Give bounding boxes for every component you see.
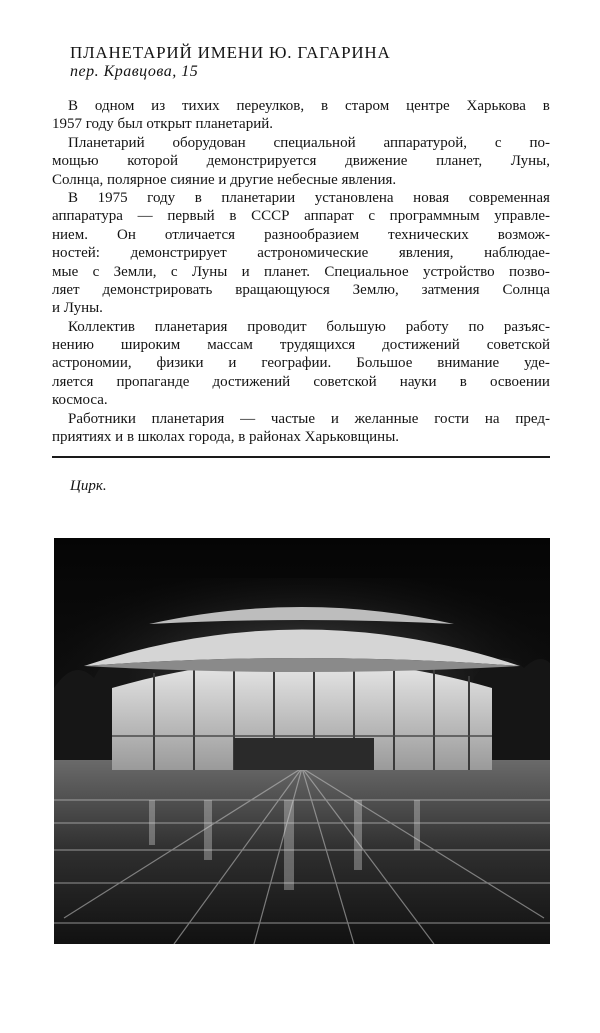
word: желанные (354, 410, 419, 427)
word: демонстрирует (130, 245, 227, 262)
word: на (484, 410, 500, 427)
word: демонстрировать (102, 281, 213, 298)
word: Специальное (324, 263, 409, 280)
text-line (52, 428, 550, 446)
word: тихих (181, 98, 220, 114)
word: разнообразием (264, 226, 360, 243)
word: гости (434, 410, 470, 427)
word: Солнца, полярное сияние и другие небесные явления. (52, 171, 397, 188)
word: космоса. (52, 392, 108, 409)
word: — (137, 208, 153, 225)
word: трудящихся (279, 337, 356, 354)
word: советской (486, 337, 550, 354)
text-line (52, 318, 550, 336)
word: с (92, 263, 100, 280)
word: возмож- (497, 226, 550, 243)
word: нению (52, 337, 94, 354)
word: достижений (212, 373, 291, 390)
word: специальной (273, 134, 356, 151)
word: явления, (398, 245, 454, 262)
page-title: ПЛАНЕТАРИЙ ИМЕНИ Ю. ГАГАРИНА (70, 43, 391, 62)
word: мые (52, 263, 79, 280)
text-line (52, 299, 550, 317)
word: аппаратура (52, 208, 123, 225)
word: разъяс- (503, 318, 550, 335)
word: демонстрируется (206, 153, 317, 170)
word: уде- (524, 355, 550, 372)
word: одном (94, 98, 135, 114)
word: Коллектив (68, 318, 135, 335)
text-line (52, 226, 550, 244)
word: СССР (251, 208, 290, 225)
word: астрономии, (52, 355, 132, 372)
word: Землю, (352, 281, 399, 298)
word: ляет (52, 281, 80, 298)
text-line (52, 115, 550, 133)
word: планет, (436, 153, 483, 170)
word: массам (207, 337, 253, 354)
word: частые (270, 410, 316, 427)
word: планетария (151, 410, 225, 427)
word: и (228, 355, 237, 372)
word: в (542, 98, 550, 114)
word: из (151, 98, 166, 114)
text-line (52, 152, 550, 170)
word: Харькова (466, 98, 526, 114)
word: в (320, 98, 329, 114)
word: планетарии (221, 189, 296, 206)
word: центре (406, 98, 450, 114)
word: науки (399, 373, 437, 390)
word: по (468, 318, 485, 335)
word: технических (388, 226, 469, 243)
word: планетария (154, 318, 228, 335)
word: и (330, 410, 339, 427)
word: планет. (264, 263, 311, 280)
word: советской (313, 373, 377, 390)
word: Луны (191, 263, 228, 280)
text-line (52, 244, 550, 262)
circus-photo (54, 538, 550, 944)
photo-caption: Цирк. (70, 478, 107, 494)
word: освоении (489, 373, 550, 390)
word: Земли, (113, 263, 157, 280)
word: мощью (52, 153, 99, 170)
word: приятиях и в школах города, в районах Харьковщины. (52, 429, 400, 446)
circus-illustration (54, 538, 550, 944)
text-line (52, 171, 550, 189)
text-line (52, 373, 550, 391)
word: с (170, 263, 178, 280)
word: новая (413, 189, 450, 206)
word: Солнца (502, 281, 550, 298)
word: В (68, 98, 79, 114)
word: Он (117, 226, 136, 243)
word: В (68, 189, 79, 206)
word: программным (389, 208, 480, 225)
text-line (52, 410, 550, 428)
word: пропаганде (116, 373, 190, 390)
text-line (52, 281, 550, 299)
word: внимание (437, 355, 500, 372)
word: старом (344, 98, 390, 114)
word: широким (120, 337, 181, 354)
word: проводит (247, 318, 307, 335)
word: и (241, 263, 250, 280)
word: нием. (52, 226, 88, 243)
word: большую (326, 318, 386, 335)
word: работу (405, 318, 449, 335)
word: Работники (68, 410, 136, 427)
text-line (52, 391, 550, 409)
text-line (52, 336, 550, 354)
word: Луны, (510, 153, 550, 170)
word: устройство (422, 263, 495, 280)
text-line (52, 189, 550, 207)
text-line (52, 134, 550, 152)
word: достижений (382, 337, 460, 354)
word: астрономические (257, 245, 369, 262)
divider (52, 456, 550, 458)
word: аппаратурой, (383, 134, 468, 151)
word: современная (468, 189, 550, 206)
word: ляется (52, 373, 94, 390)
word: ностей: (52, 245, 100, 262)
word: Планетарий (68, 134, 145, 151)
word: оборудован (172, 134, 246, 151)
word: физики (156, 355, 204, 372)
text-line (52, 263, 550, 281)
word: — (240, 410, 256, 427)
text-line (52, 97, 550, 115)
word: позво- (508, 263, 550, 280)
word: с (368, 208, 375, 225)
word: которой (127, 153, 178, 170)
word: наблюдае- (484, 245, 550, 262)
word: движение (345, 153, 408, 170)
word: 1975 (97, 189, 128, 206)
word: управле- (494, 208, 550, 225)
word: установлена (314, 189, 394, 206)
word: и Луны. (52, 300, 103, 317)
word: затмения (421, 281, 480, 298)
word: в (194, 189, 202, 206)
word: вращающуюся (235, 281, 330, 298)
word: первый (167, 208, 215, 225)
address: пер. Кравцова, 15 (70, 63, 199, 80)
word: 1957 году был открыт планетарий. (52, 116, 274, 133)
body-text (52, 97, 550, 446)
text-line (52, 207, 550, 225)
word: году (147, 189, 176, 206)
word: пред- (515, 410, 550, 427)
word: в (229, 208, 237, 225)
word: отличается (164, 226, 236, 243)
word: переулков, (236, 98, 305, 114)
word: в (459, 373, 467, 390)
word: географии. (261, 355, 332, 372)
word: аппарат (304, 208, 354, 225)
word: по- (529, 134, 550, 151)
word: с (494, 134, 502, 151)
text-line (52, 354, 550, 372)
word: Большое (356, 355, 413, 372)
